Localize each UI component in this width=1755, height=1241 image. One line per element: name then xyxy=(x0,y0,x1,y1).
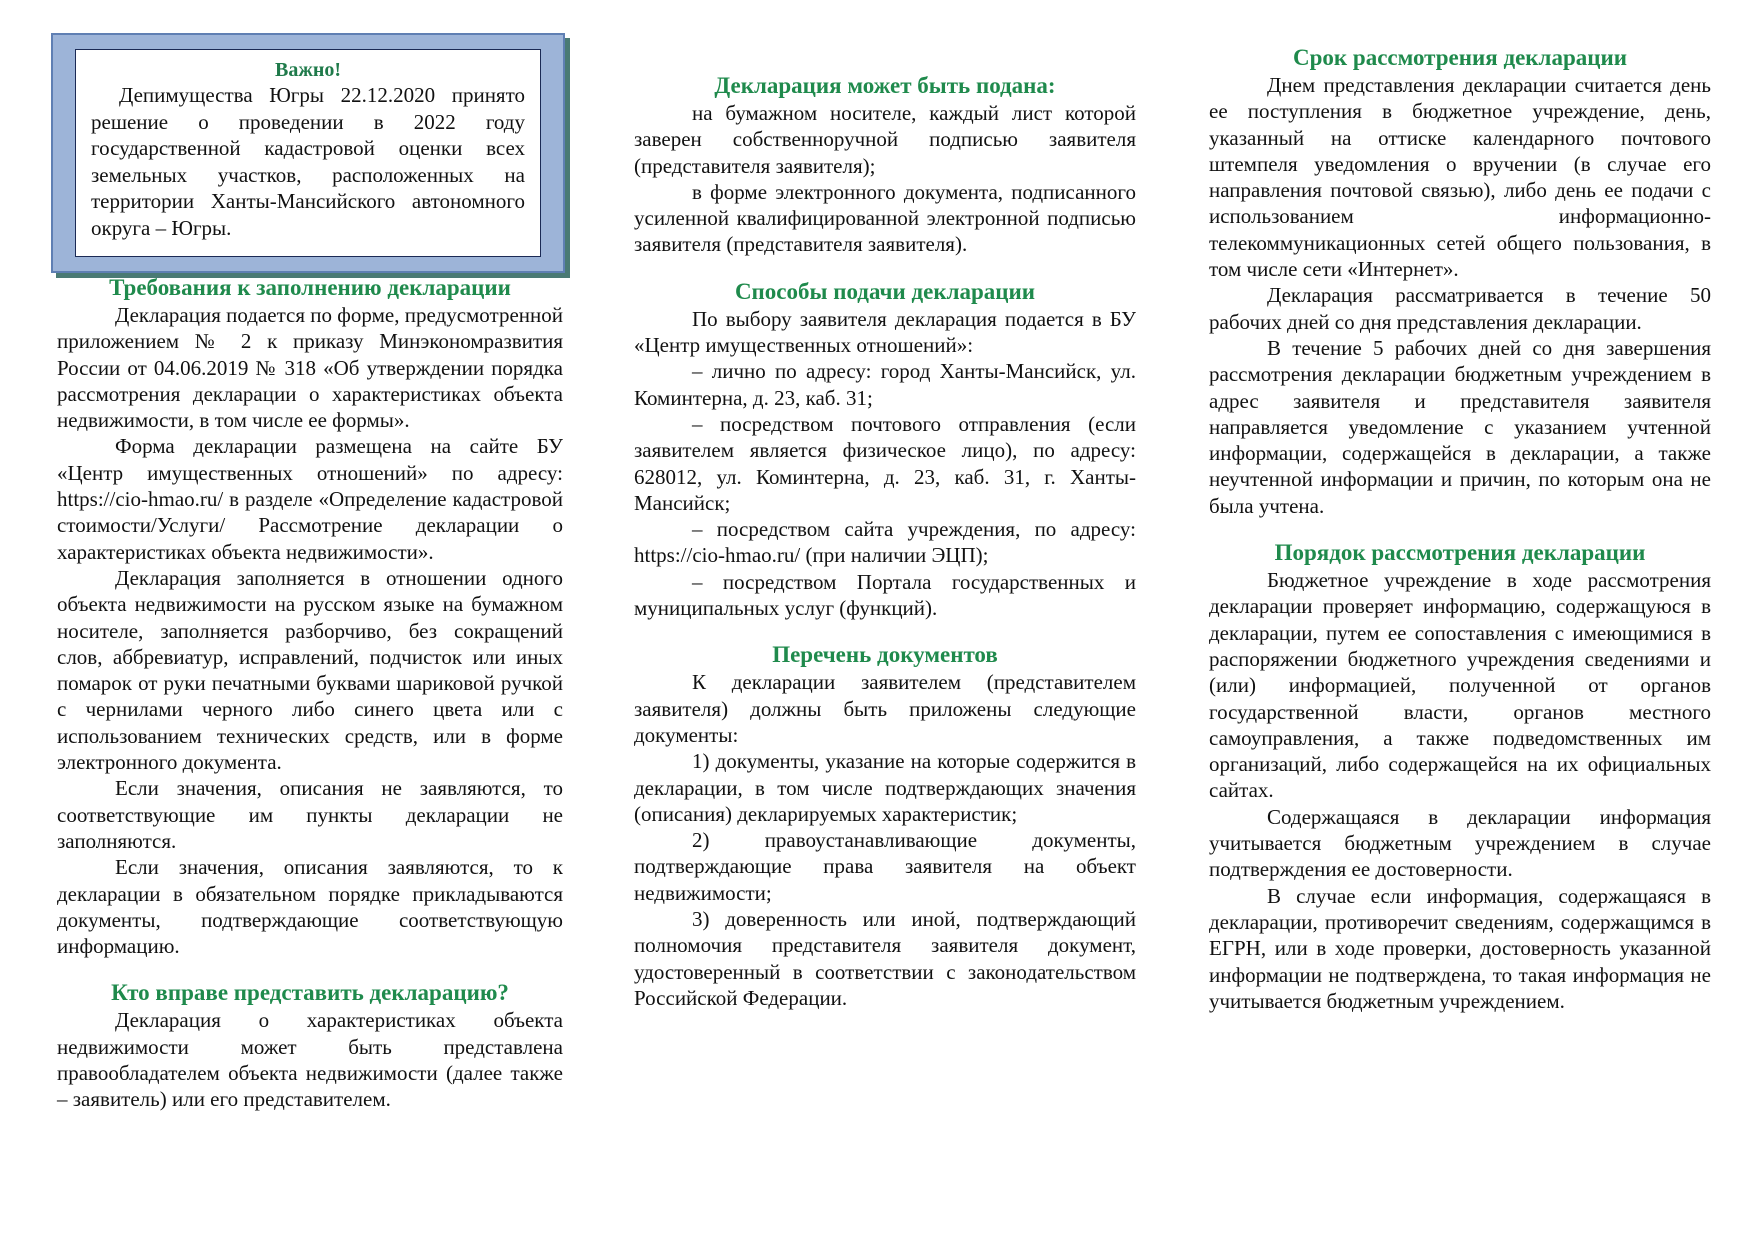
important-title: Важно! xyxy=(274,59,342,81)
methods-heading: Способы подачи декларации xyxy=(734,278,1036,304)
column-right xyxy=(1209,44,1711,1014)
methods-paragraph: – посредством почтового отправления (если заявителем является физическое лицо), по адресу: 628012, ул. Коминтерна, д. 23, каб. 31, г. Ханты-Мансийск; xyxy=(634,411,1136,515)
methods-paragraph: – лично по адресу: город Ханты-Мансийск, ул. Коминтерна, д. 23, каб. 31; xyxy=(634,359,1136,410)
term-paragraph: В течение 5 рабочих дней со дня завершения рассмотрения декларации бюджетным учреждением в адрес заявителя и представителя заявителя направляется уведомление с указанием учтенной информации, содержащейся в декларации, а также неучтенной информации и причин, по которым она не была учтена. xyxy=(1209,335,1711,518)
term-paragraph: Днем представления декларации считается день ее поступления в бюджетное учреждение, день, указанный на оттиске календарного почтового штемпеля уведомления о вручении (в случае его направления почтовой связью), либо день ее подачи с использованием информационно-телекоммуникационных сетей общего пользования, в том числе сети «Интернет». xyxy=(1209,73,1711,282)
requirements-paragraph: Декларация заполняется в отношении одного объекта недвижимости на русском языке на бумажном носителе, заполняется разборчиво, без сокращений слов, аббревиатур, исправлений, подчисток или иных помарок от руки печатными буквами шариковой ручкой с чернилами черного либо синего цвета или с использованием технических средств, или в форме электронного документа. xyxy=(57,565,563,775)
who-heading: Кто вправе представить декларацию? xyxy=(111,980,509,1006)
documents-paragraph: 1) документы, указание на которые содержится в декларации, в том числе подтверждающих значения (описания) декларируемых характеристик; xyxy=(634,749,1136,826)
may-be-filed-heading: Декларация может быть подана: xyxy=(714,73,1056,98)
documents-heading: Перечень документов xyxy=(772,642,998,668)
important-box-inner xyxy=(75,49,541,257)
methods-paragraph: По выбору заявителя декларация подается в БУ «Центр имущественных отношений»: xyxy=(634,306,1136,358)
important-text: Депимущества Югры 22.12.2020 принято решение о проведении в 2022 году государственной кадастровой оценки всех земельных участков, расположенных на территории Ханты-Мансийского автономного округа – Югры. xyxy=(91,83,525,240)
who-paragraph: Декларация о характеристиках объекта недвижимости может быть представлена правообладателем объекта недвижимости (далее также – заявитель) или его представителем. xyxy=(57,1008,563,1112)
procedure-paragraph: Содержащаяся в декларации информация учитывается бюджетным учреждением в случае подтверждения ее достоверности. xyxy=(1209,804,1711,882)
column-left xyxy=(57,274,563,1113)
requirements-paragraph: Декларация подается по форме, предусмотренной приложением № 2 к приказу Минэкономразвития России от 04.06.2019 № 318 «Об утверждении порядка рассмотрения декларации о характеристиках объекта недвижимости, в том числе ее формы». xyxy=(57,303,563,433)
term-heading: Срок рассмотрения декларации xyxy=(1293,45,1627,70)
documents-paragraph: 2) правоустанавливающие документы, подтверждающие права заявителя на объект недвижимости; xyxy=(634,828,1136,905)
may-be-filed-paragraph: на бумажном носителе, каждый лист которой заверен собственноручной подписью заявителя (представителя заявителя); xyxy=(634,101,1136,178)
procedure-heading: Порядок рассмотрения декларации xyxy=(1274,540,1646,566)
methods-paragraph: – посредством сайта учреждения, по адресу: https://cio-hmao.ru/ (при наличии ЭЦП); xyxy=(634,517,1136,568)
methods-paragraph: – посредством Портала государственных и муниципальных услуг (функций). xyxy=(634,569,1136,621)
column-middle xyxy=(634,72,1136,1011)
requirements-paragraph: Если значения, описания заявляются, то к декларации в обязательном порядке прикладываются документы, подтверждающие соответствующую информацию. xyxy=(57,855,563,959)
important-box xyxy=(51,33,565,273)
procedure-paragraph: Бюджетное учреждение в ходе рассмотрения декларации проверяет информацию, содержащуюся в декларации, путем ее сопоставления с имеющимися в распоряжении бюджетного учреждения сведениями и (или) информацией, полученной от органов государственной власти, органов местного самоуправления, а также подведомственных им организаций, либо содержащейся на их официальных сайтах. xyxy=(1209,568,1711,803)
may-be-filed-paragraph: в форме электронного документа, подписанного усиленной квалифицированной электронной подписью заявителя (представителя заявителя). xyxy=(634,179,1136,257)
requirements-paragraph: Форма декларации размещена на сайте БУ «Центр имущественных отношений» по адресу: https://cio-hmao.ru/ в разделе «Определение кадастровой стоимости/Услуги/ Рассмотрение декларации о характеристиках объекта недвижимости». xyxy=(57,434,563,564)
procedure-paragraph: В случае если информация, содержащаяся в декларации, противоречит сведениям, содержащимся в ЕГРН, или в ходе проверки, достоверность указанной информации не подтверждена, то такая информация не учитывается бюджетным учреждением. xyxy=(1209,883,1711,1013)
documents-paragraph: К декларации заявителем (представителем заявителя) должны быть приложены следующие документы: xyxy=(634,670,1136,747)
documents-paragraph: 3) доверенность или иной, подтверждающий полномочия представителя заявителя документ, удостоверенный в соответствии с законодательством Российской Федерации. xyxy=(634,907,1136,1010)
term-paragraph: Декларация рассматривается в течение 50 рабочих дней со дня представления декларации. xyxy=(1209,283,1711,334)
requirements-paragraph: Если значения, описания не заявляются, то соответствующие им пункты декларации не заполняются. xyxy=(57,776,563,853)
requirements-heading: Требования к заполнению декларации xyxy=(109,275,511,300)
